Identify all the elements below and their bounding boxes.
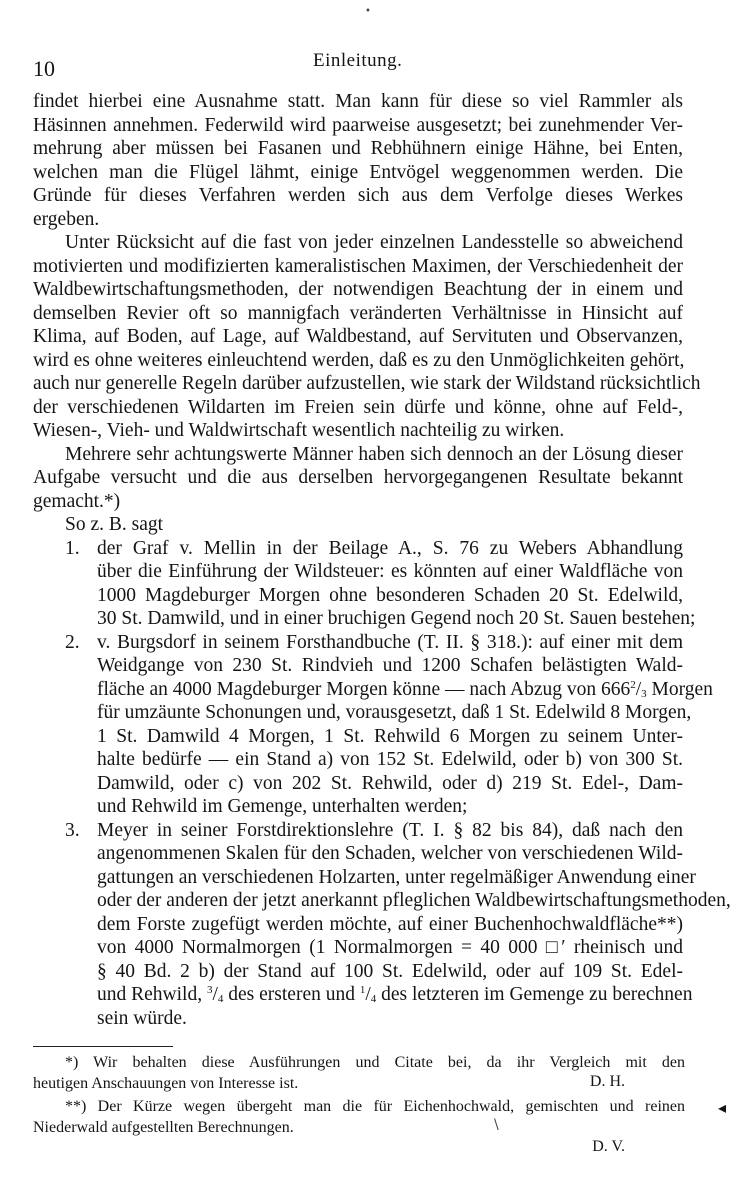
text-line: Waldbewirtschaftungsmethoden, der notwendigen Beachtung der in einem und <box>33 279 683 300</box>
footnote-line: heutigen Anschauungen von Interesse ist. <box>33 1075 299 1092</box>
text-line: Gründe für dieses Verfahren werden sich aus dem Verfolge dieses Werkes <box>33 185 683 206</box>
text-line: Wiesen-, Vieh- und Waldwirtschaft wesentlich nachteilig zu wirken. <box>33 420 565 441</box>
text-line: sein würde. <box>97 1007 187 1029</box>
text-line: für umzäunte Schonungen und, vorausgesetzt, daß 1 St. Edelwild 8 Morgen, <box>97 702 692 723</box>
fraction-numerator: 2 <box>630 678 636 691</box>
text-line: 30 St. Damwild, und in einer bruchigen Gegend noch 20 St. Sauen bestehen; <box>97 608 696 629</box>
fraction-denominator: 4 <box>370 993 377 1005</box>
text-line: wird es ohne weiteres einleuchtend werden, daß es zu den Unmöglichkeiten gehört, <box>33 349 685 371</box>
fraction-denominator: 3 <box>641 687 647 700</box>
text-line: über die Einführung der Wildsteuer: es könnten auf einer Waldfläche von <box>97 561 683 582</box>
footnote-1 <box>33 1052 685 1091</box>
footnote-rule <box>33 1046 173 1047</box>
text-line: demselben Revier oft so mannigfach veränderten Verhältnisse in Hinsicht auf <box>33 302 683 324</box>
text-line: von 4000 Normalmorgen (1 Normalmorgen = 40 000 □′ rheinisch und <box>97 937 683 958</box>
text-line: der verschiedenen Wildarten im Freien sein dürfe und könne, ohne auf Feld-, <box>33 396 683 418</box>
text-line: gemacht.*) <box>33 490 121 512</box>
fraction-slash: / <box>635 678 642 700</box>
footnote-2 <box>33 1096 685 1156</box>
text-line: Unter Rücksicht auf die fast von jeder einzelnen Landesstelle so abweichend <box>65 232 683 253</box>
fraction-slash: / <box>365 984 371 1005</box>
line-text: Meyer in seiner Forstdirektionslehre (T. I. § 82 bis 84), daß nach den <box>97 819 683 841</box>
text-line: angenommenen Skalen für den Schaden, welcher von verschiedenen Wild- <box>97 843 683 864</box>
footnote-line: *) Wir behalten diese Ausführungen und Citate bei, da ihr Vergleich mit den <box>65 1054 685 1071</box>
text-line: mehrung aber müssen bei Fasanen und Rebhühnern einige Hähne, bei Enten, <box>33 138 683 159</box>
text-line: motivierten und modifizierten kameralistischen Maximen, der Verschiedenheit der <box>33 255 683 277</box>
line-text: des letzteren im Gemenge zu berechnen <box>376 984 693 1005</box>
text-line: 1000 Magdeburger Morgen ohne besonderen Schaden 20 St. Edelwild, <box>97 584 683 606</box>
margin-tick-mark: \ <box>494 1117 499 1133</box>
text-line: halte bedürfe — ein Stand a) von 152 St. Edelwild, oder b) von 300 St. <box>97 749 683 770</box>
list-number: 3. <box>65 819 80 841</box>
footnote-line: Niederwald aufgestellten Berechnungen. <box>33 1119 294 1136</box>
footnote-line: **) Der Kürze wegen übergeht man die für Eichenhochwald, gemischten und reinen <box>65 1098 685 1115</box>
text-line: und Rehwild im Gemenge, unterhalten werden; <box>97 796 468 817</box>
line-text: fläche an 4000 Magdeburger Morgen könne — nach Abzug von 666 <box>97 678 631 700</box>
fraction-slash: / <box>212 984 218 1005</box>
footnote-signature: D. V. <box>592 1138 625 1155</box>
text-line <box>65 537 683 561</box>
list-number: 1. <box>65 537 80 559</box>
page-number: 10 <box>33 56 55 81</box>
text-line: welchen man die Flügel lähmt, einige Entvögel weggenommen werden. Die <box>33 161 683 183</box>
text-line: ergeben. <box>33 208 100 230</box>
text-line: Aufgabe versucht und die aus derselben hervorgegangenen Resultate bekannt <box>33 467 683 488</box>
text-line: findet hierbei eine Ausnahme statt. Man kann für diese so viel Rammler als <box>33 91 683 112</box>
line-text: der Graf v. Mellin in der Beilage A., S. 76 zu Webers Abhandlung <box>97 537 683 559</box>
list-intro: So z. B. sagt <box>65 514 164 535</box>
text-line: Klima, auf Boden, auf Lage, auf Waldbestand, auf Servituten und Observanzen, <box>33 326 683 347</box>
text-line: auch nur generelle Regeln darüber aufzustellen, wie stark der Wildstand rücksichtlich <box>33 373 701 394</box>
paragraph-1 <box>33 90 683 231</box>
list-item-3 <box>33 819 731 1031</box>
text-line: Mehrere sehr achtungswerte Männer haben sich dennoch an der Lösung dieser <box>65 443 683 465</box>
text-line: Damwild, oder c) von 202 St. Rehwild, oder d) 219 St. Edel-, Dam- <box>97 772 683 794</box>
list-item-1 <box>33 537 696 631</box>
paragraph-3 <box>33 443 683 514</box>
line-text: v. Burgsdorf in seinem Forsthandbuche (T. II. § 318.): auf einer mit dem <box>97 631 683 653</box>
text-line: Häsinnen annehmen. Federwild wird paarweise ausgesetzt; bei zunehmender Ver- <box>33 114 683 136</box>
text-line <box>65 678 713 702</box>
fraction-denominator: 4 <box>217 993 224 1005</box>
text-line: gattungen an verschiedenen Holzarten, unter regelmäßiger Anwendung einer <box>97 866 696 888</box>
list-number: 2. <box>65 631 80 653</box>
line-text: des ersteren und <box>223 984 360 1005</box>
line-text: und Rehwild, <box>97 984 207 1005</box>
text-line: § 40 Bd. 2 b) der Stand auf 100 St. Edelwild, oder auf 109 St. Edel- <box>97 960 683 982</box>
print-dot: • <box>365 6 371 17</box>
fraction-numerator: 1 <box>359 984 366 996</box>
footnote-signature: D. H. <box>589 1073 625 1090</box>
list-item-2 <box>33 631 713 819</box>
text-line: dem Forste zugefügt werden möchte, auf einer Buchenhochwaldfläche**) <box>97 913 683 935</box>
text-line: 1 St. Damwild 4 Morgen, 1 St. Rehwild 6 Morgen zu seinem Unter- <box>97 725 683 747</box>
fraction-numerator: 3 <box>206 984 213 996</box>
margin-arrow-icon: ◂ <box>717 1098 726 1117</box>
page-header <box>33 50 683 80</box>
text-line: oder der anderen der jetzt anerkannt pfleglichen Waldbewirtschaftungsmethoden, <box>97 890 731 911</box>
paragraph-2 <box>33 231 701 443</box>
main-text <box>33 90 731 1030</box>
text-line <box>65 819 683 843</box>
text-line <box>65 983 693 1007</box>
text-line: Weidgange von 230 St. Rindvieh und 1200 Schafen belästigten Wald- <box>97 655 683 676</box>
running-head: Einleitung. <box>313 50 403 71</box>
text-line <box>65 631 683 655</box>
line-text: Morgen <box>646 678 713 700</box>
